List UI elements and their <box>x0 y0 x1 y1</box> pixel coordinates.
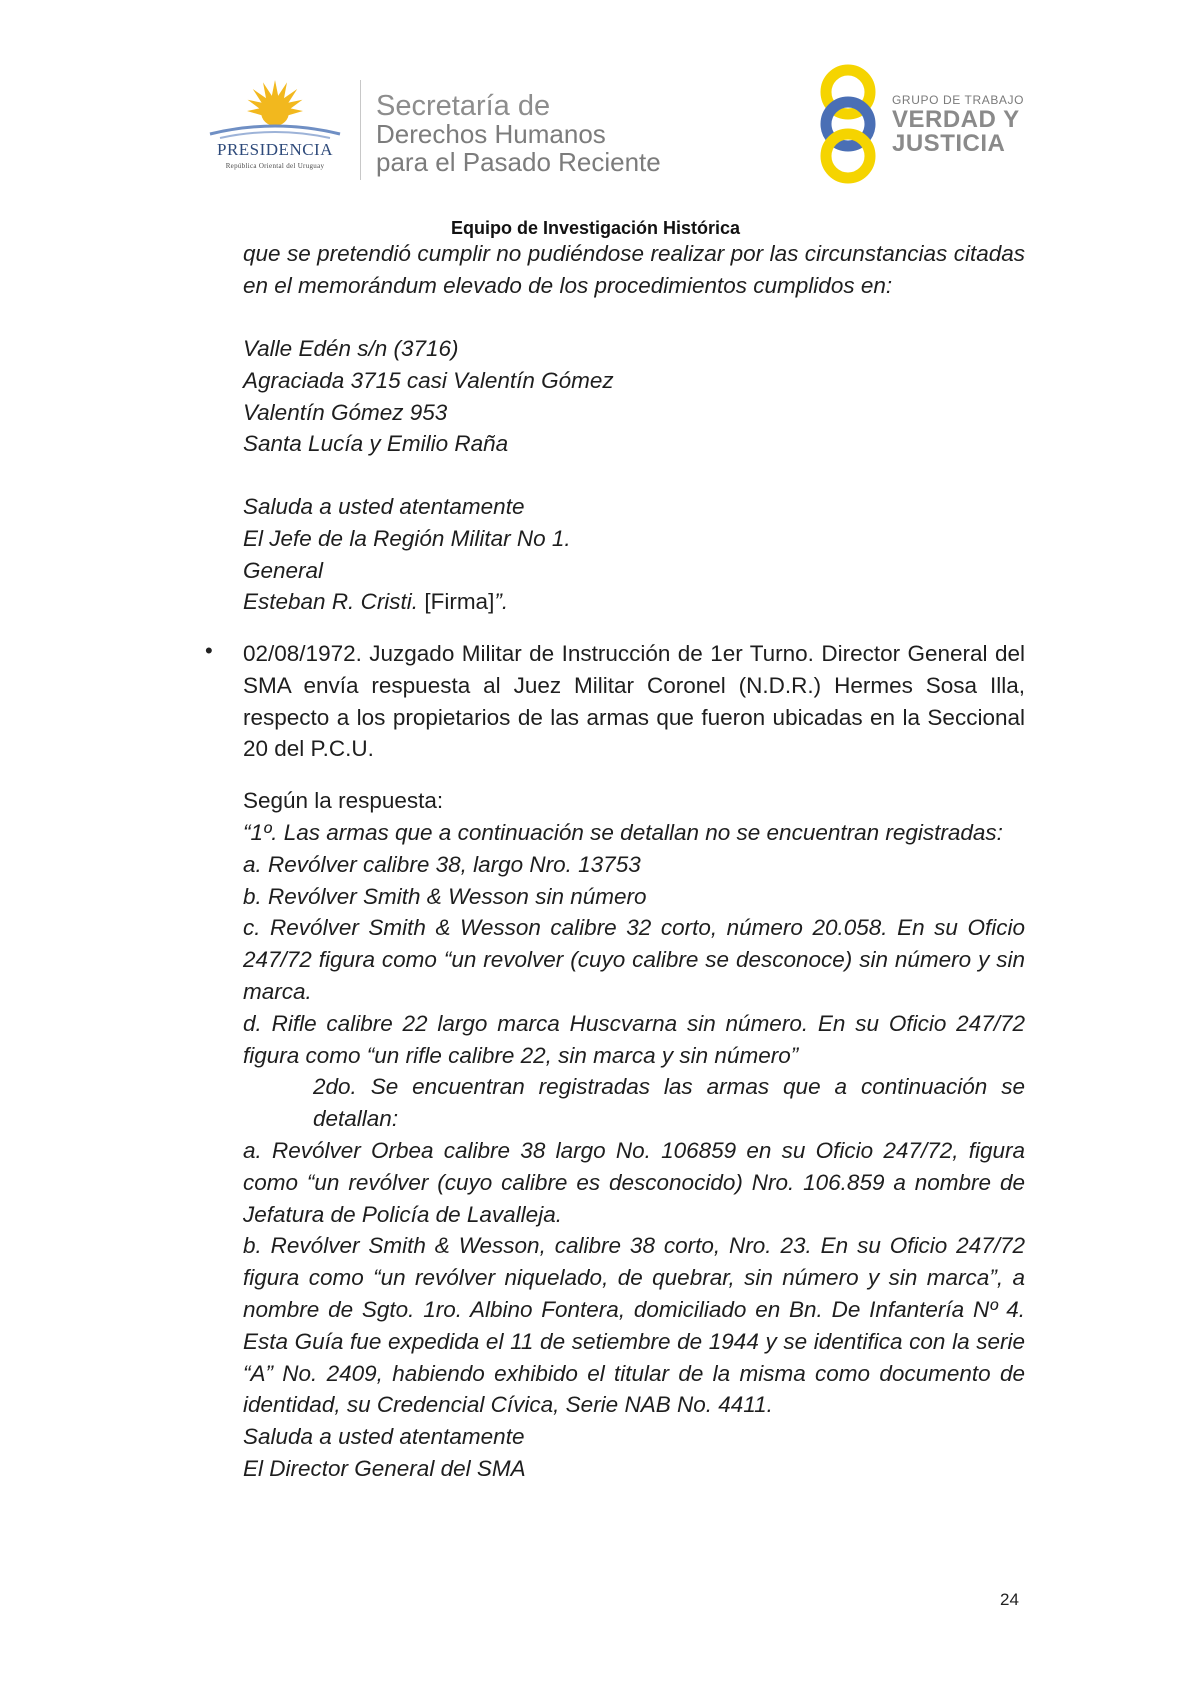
gt-line3: JUSTICIA <box>892 130 1006 157</box>
item1-d: d. Rifle calibre 22 largo marca Huscvarna sin número. En su Oficio 247/72 figura como “un rifle calibre 22, sin marca y sin número” <box>243 1010 1025 1068</box>
presidencia-logo <box>190 78 360 178</box>
closing-line: El Jefe de la Región Militar No 1. <box>243 525 571 551</box>
closing-line: El Director General del SMA <box>243 1455 526 1481</box>
sun-emblem-icon <box>190 78 360 140</box>
secretaria-line1: Secretaría de <box>376 90 551 122</box>
verdad-justicia-logo <box>810 62 1030 187</box>
item1-a: a. Revólver calibre 38, largo Nro. 13753 <box>243 851 641 877</box>
closing-block-1 <box>243 491 1025 618</box>
signature-end: ”. <box>494 589 509 615</box>
address-item: Santa Lucía y Emilio Raña <box>243 431 509 457</box>
bullet-icon: • <box>205 638 213 663</box>
gt-line2: VERDAD Y <box>892 106 1020 133</box>
response-block <box>243 817 1025 1485</box>
intro-paragraph: que se pretendió cumplir no pudiéndose realizar por las circunstancias citadas en el memorándum elevado de los procedimientos cumplidos en: <box>243 241 1025 298</box>
segun-heading: Según la respuesta: <box>243 788 444 813</box>
item1-head: “1º. Las armas que a continuación se detallan no se encuentran registradas: <box>243 820 1003 845</box>
presidencia-wordmark: PRESIDENCIA <box>216 140 333 159</box>
closing-line: Saluda a usted atentamente <box>243 494 525 519</box>
address-item: Agraciada 3715 casi Valentín Gómez <box>243 367 614 393</box>
signature-firma: [Firma] <box>424 589 495 615</box>
signature-name: Esteban R. Cristi. <box>243 589 419 615</box>
interlocked-rings-icon <box>810 62 890 187</box>
closing-line: Saluda a usted atentamente <box>243 1424 525 1450</box>
address-item: Valle Edén s/n (3716) <box>243 336 459 361</box>
team-heading: Equipo de Investigación Histórica <box>450 218 741 238</box>
secretaria-line2: Derechos Humanos <box>376 119 606 149</box>
presidencia-subtitle: República Oriental del Uruguay <box>225 162 325 170</box>
gt-line1: GRUPO DE TRABAJO <box>892 93 1025 107</box>
item1-c: c. Revólver Smith & Wesson calibre 32 corto, número 20.058. En su Oficio 247/72 figura como “un revolver (cuyo calibre se desconoce) sin número y sin marca. <box>243 915 1025 1004</box>
address-item: Valentín Gómez 953 <box>243 399 448 425</box>
closing-line: General <box>243 557 324 583</box>
header-divider <box>360 80 361 180</box>
address-list <box>243 333 1025 460</box>
page-number: 24 <box>1000 1590 1019 1609</box>
item2-head: 2do. Se encuentran registradas las armas que a continuación se detallan: <box>313 1074 1025 1132</box>
secretaria-line3: para el Pasado Reciente <box>376 147 661 177</box>
bullet-paragraph: 02/08/1972. Juzgado Militar de Instrucción de 1er Turno. Director General del SMA envía respuesta al Juez Militar Coronel (N.D.R.) Hermes Sosa Illa, respecto a los propietarios de las armas que fueron ubicadas en la Seccional 20 del P.C.U. <box>243 641 1025 762</box>
item2-b: b. Revólver Smith & Wesson, calibre 38 corto, Nro. 23. En su Oficio 247/72 figura como “un revólver niquelado, de quebrar, sin número y sin marca”, a nombre de Sgto. 1ro. Albino Fontera, domiciliado en Bn. De Infantería Nº 4. Esta Guía fue expedida el 11 de setiembre de 1944 y se identifica con la serie “A” No. 2409, habiendo exhibido el titular de la misma como documento de identidad, su Credencial Cívica, Serie NAB No. 4411. <box>243 1233 1025 1418</box>
signature-line <box>243 586 1025 618</box>
secretaria-wordmark <box>376 92 661 176</box>
item1-b: b. Revólver Smith & Wesson sin número <box>243 883 647 909</box>
item2-a: a. Revólver Orbea calibre 38 largo No. 106859 en su Oficio 247/72, figura como “un revólver (cuyo calibre es desconocido) Nro. 106.859 a nombre de Jefatura de Policía de Lavalleja. <box>243 1137 1025 1227</box>
